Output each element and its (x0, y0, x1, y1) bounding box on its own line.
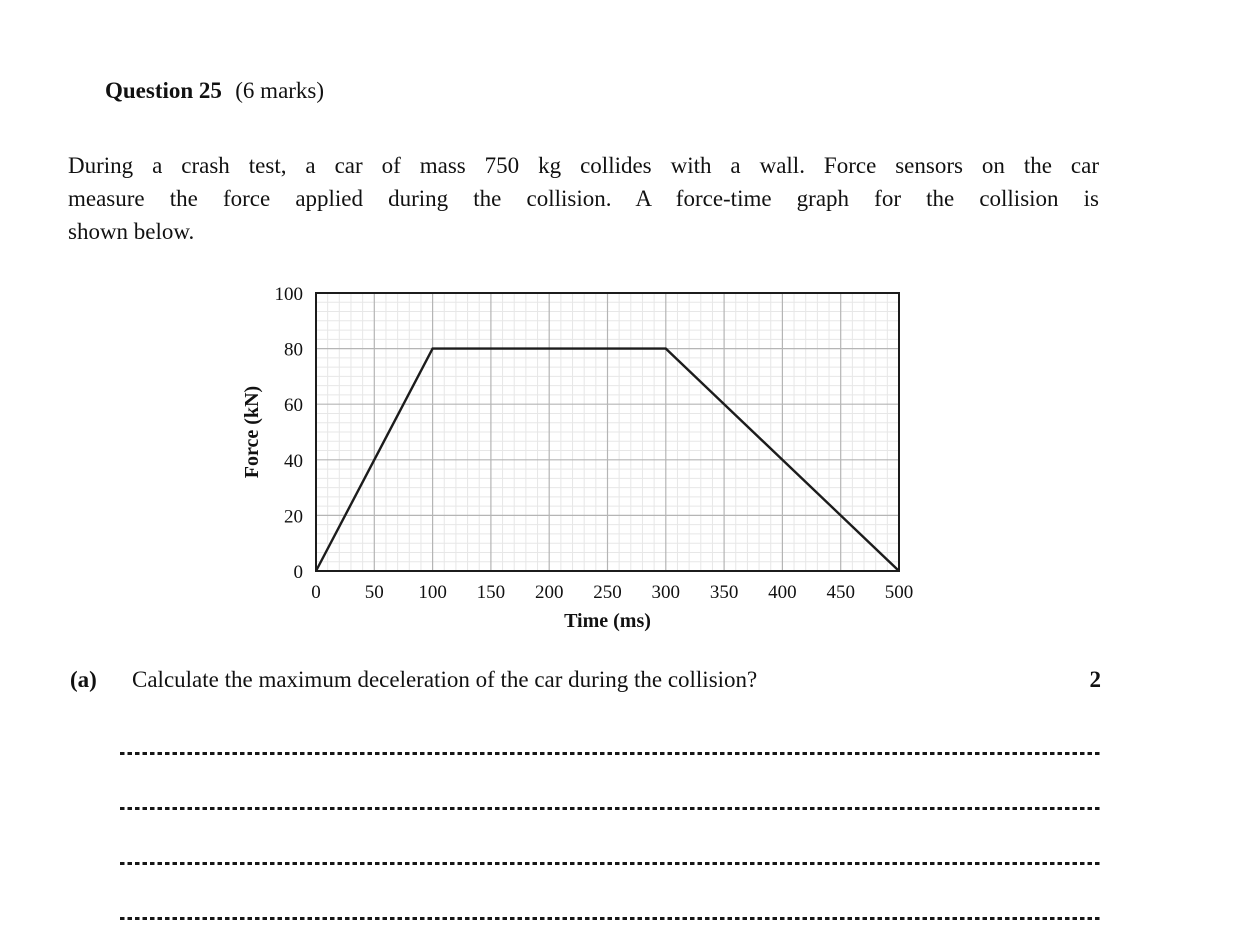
y-tick-label: 20 (284, 506, 303, 528)
y-tick-label: 40 (284, 450, 303, 472)
paragraph-line: During a crash test, a car of mass 750 kg collides with a wall. Force sensors on the car (68, 153, 1099, 178)
y-tick-label: 0 (293, 562, 303, 583)
answer-line (120, 862, 1101, 865)
question-number: Question 25 (105, 78, 222, 103)
x-tick-label: 0 (311, 582, 321, 603)
paragraph-line: shown below. (68, 219, 195, 244)
force-time-graph (240, 280, 920, 650)
x-tick-label: 200 (534, 582, 564, 603)
x-tick-label: 400 (768, 582, 797, 603)
force-time-chart-svg (240, 280, 920, 650)
answer-line (120, 807, 1101, 810)
question-marks-total: (6 marks) (235, 78, 325, 103)
y-tick-label: 60 (284, 395, 303, 417)
y-axis-title: Force (kN) (241, 385, 263, 479)
part-a-label: (a) (70, 667, 97, 692)
y-tick-label: 100 (274, 284, 303, 305)
x-tick-label: 300 (651, 582, 681, 603)
answer-line (120, 752, 1101, 755)
x-tick-label: 250 (593, 582, 622, 603)
part-a-marks: 2 (1089, 667, 1101, 692)
paragraph-line: measure the force applied during the collision. A force-time graph for the collision is (68, 186, 1099, 211)
part-a-question-text: Calculate the maximum deceleration of the car during the collision? (132, 667, 758, 692)
x-tick-label: 450 (826, 582, 855, 603)
x-axis-title: Time (ms) (564, 610, 651, 632)
question-paragraph (68, 149, 1099, 248)
x-tick-label: 350 (709, 582, 739, 603)
x-tick-label: 100 (418, 582, 447, 603)
x-tick-label: 500 (884, 582, 914, 603)
x-tick-label: 150 (476, 582, 506, 603)
question-title (105, 78, 324, 104)
answer-line (120, 917, 1101, 920)
part-a-row (70, 667, 1101, 693)
y-tick-label: 80 (284, 339, 303, 361)
x-tick-label: 50 (364, 582, 384, 603)
